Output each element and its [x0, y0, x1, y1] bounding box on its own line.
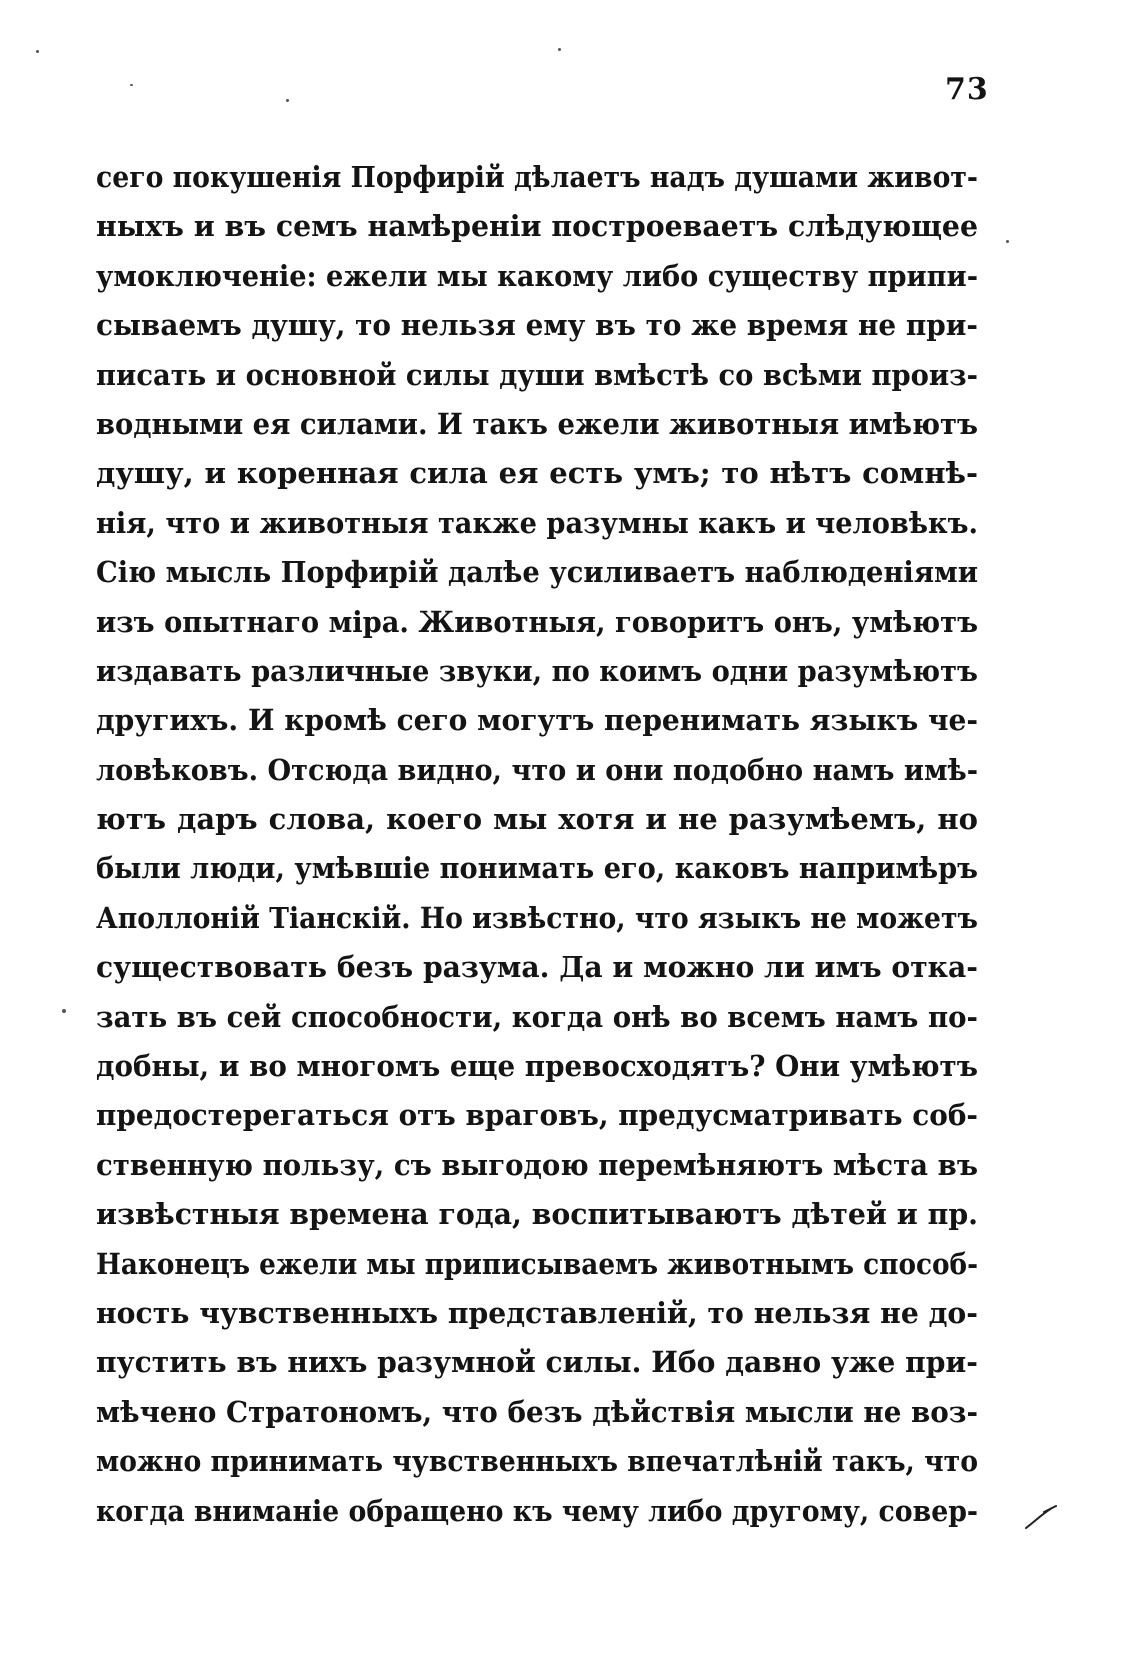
pen-stroke-mark — [1022, 1502, 1062, 1532]
text-line-content: зать въ сей способности, когда онѣ во всемъ намъ по- — [96, 999, 978, 1034]
text-line-content: пустить въ нихъ разумной силы. Ибо давно уже при- — [96, 1345, 978, 1380]
text-line — [96, 1240, 978, 1289]
scan-speck — [1006, 240, 1009, 243]
text-line-content: когда вниманіе обращено къ чему либо другому, совер- — [96, 1493, 978, 1528]
text-line — [96, 1042, 978, 1091]
text-line-content: ютъ даръ слова, коего мы хотя и не разумѣемъ, но — [96, 802, 978, 837]
text-line — [96, 696, 978, 745]
text-line-content: предостерегаться отъ враговъ, предусматривать соб- — [96, 1098, 978, 1133]
text-line-content: ность чувственныхъ представленій, то нельзя не до- — [96, 1295, 978, 1330]
text-line — [96, 1388, 978, 1437]
page-number: 73 — [945, 72, 989, 107]
text-line — [96, 252, 978, 301]
body-text — [96, 153, 978, 1536]
text-line-content: ныхъ и въ семъ намѣреніи построеваетъ слѣдующее — [96, 209, 978, 244]
text-line-content: издавать различные звуки, по коимъ одни разумѣютъ — [96, 653, 978, 688]
text-line — [96, 598, 978, 647]
text-line — [96, 1437, 978, 1486]
text-line — [96, 153, 978, 202]
text-line — [96, 1190, 978, 1239]
scan-speck — [36, 50, 39, 53]
text-line-content: водными ея силами. И такъ ежели животныя имѣютъ — [96, 406, 978, 441]
scan-speck — [62, 1009, 66, 1013]
text-line — [96, 943, 978, 992]
text-line — [96, 499, 978, 548]
text-line-content: ственную пользу, съ выгодою перемѣняютъ мѣста въ — [96, 1147, 978, 1182]
text-line — [96, 844, 978, 893]
text-line — [96, 449, 978, 498]
text-line-content: душу, и коренная сила ея есть умъ; то нѣтъ сомнѣ- — [96, 456, 978, 491]
text-line — [96, 1487, 978, 1536]
text-line-content: ловѣковъ. Отсюда видно, что и они подобно намъ имѣ- — [96, 752, 978, 787]
text-line-content: нія, что и животныя также разумны какъ и человѣкъ. — [96, 505, 978, 540]
text-line — [96, 548, 978, 597]
text-line-content: сего покушенія Порфирій дѣлаетъ надъ душами живот- — [96, 160, 978, 194]
text-line-content: извѣстныя времена года, воспитываютъ дѣтей и пр. — [96, 1197, 978, 1232]
text-line — [96, 301, 978, 350]
text-line-content: существовать безъ разума. Да и можно ли имъ отка- — [96, 950, 978, 985]
text-line-content: Аполлоній Тіанскій. Но извѣстно, что языкъ не можетъ — [96, 900, 978, 935]
scan-speck — [558, 48, 561, 51]
text-line-content: мѣчено Стратономъ, что безъ дѣйствія мысли не воз- — [96, 1394, 978, 1429]
text-line — [96, 1141, 978, 1190]
text-line-content: другихъ. И кромѣ сего могутъ перенимать языкъ че- — [96, 703, 978, 738]
text-line-content: писать и основной силы души вмѣстѣ со всѣми произ- — [96, 357, 978, 392]
text-line-content: добны, и во многомъ еще превосходятъ? Они умѣютъ — [96, 1049, 978, 1084]
text-line — [96, 647, 978, 696]
text-line-content: умоключеніе: ежели мы какому либо существу припи- — [96, 258, 978, 293]
text-line-content: сываемъ душу, то нельзя ему въ то же время не при- — [96, 308, 978, 343]
text-line — [96, 894, 978, 943]
text-line-content: были люди, умѣвшіе понимать его, каковъ напримѣръ — [96, 851, 978, 886]
text-line — [96, 1289, 978, 1338]
text-line — [96, 351, 978, 400]
text-line-content: Наконецъ ежели мы приписываемъ животнымъ способ- — [96, 1246, 978, 1281]
text-line-content: изъ опытнаго міра. Животныя, говоритъ онъ, умѣютъ — [96, 604, 978, 639]
text-line-content: Сію мысль Порфирій далѣе усиливаетъ наблюденіями — [96, 555, 978, 590]
text-line — [96, 795, 978, 844]
text-line — [96, 1091, 978, 1140]
text-line — [96, 993, 978, 1042]
text-line — [96, 1338, 978, 1387]
text-line — [96, 202, 978, 251]
scan-speck — [130, 84, 133, 86]
text-line — [96, 400, 978, 449]
scan-speck — [286, 99, 289, 102]
text-line-content: можно принимать чувственныхъ впечатлѣній такъ, что — [96, 1444, 978, 1479]
text-line — [96, 746, 978, 795]
